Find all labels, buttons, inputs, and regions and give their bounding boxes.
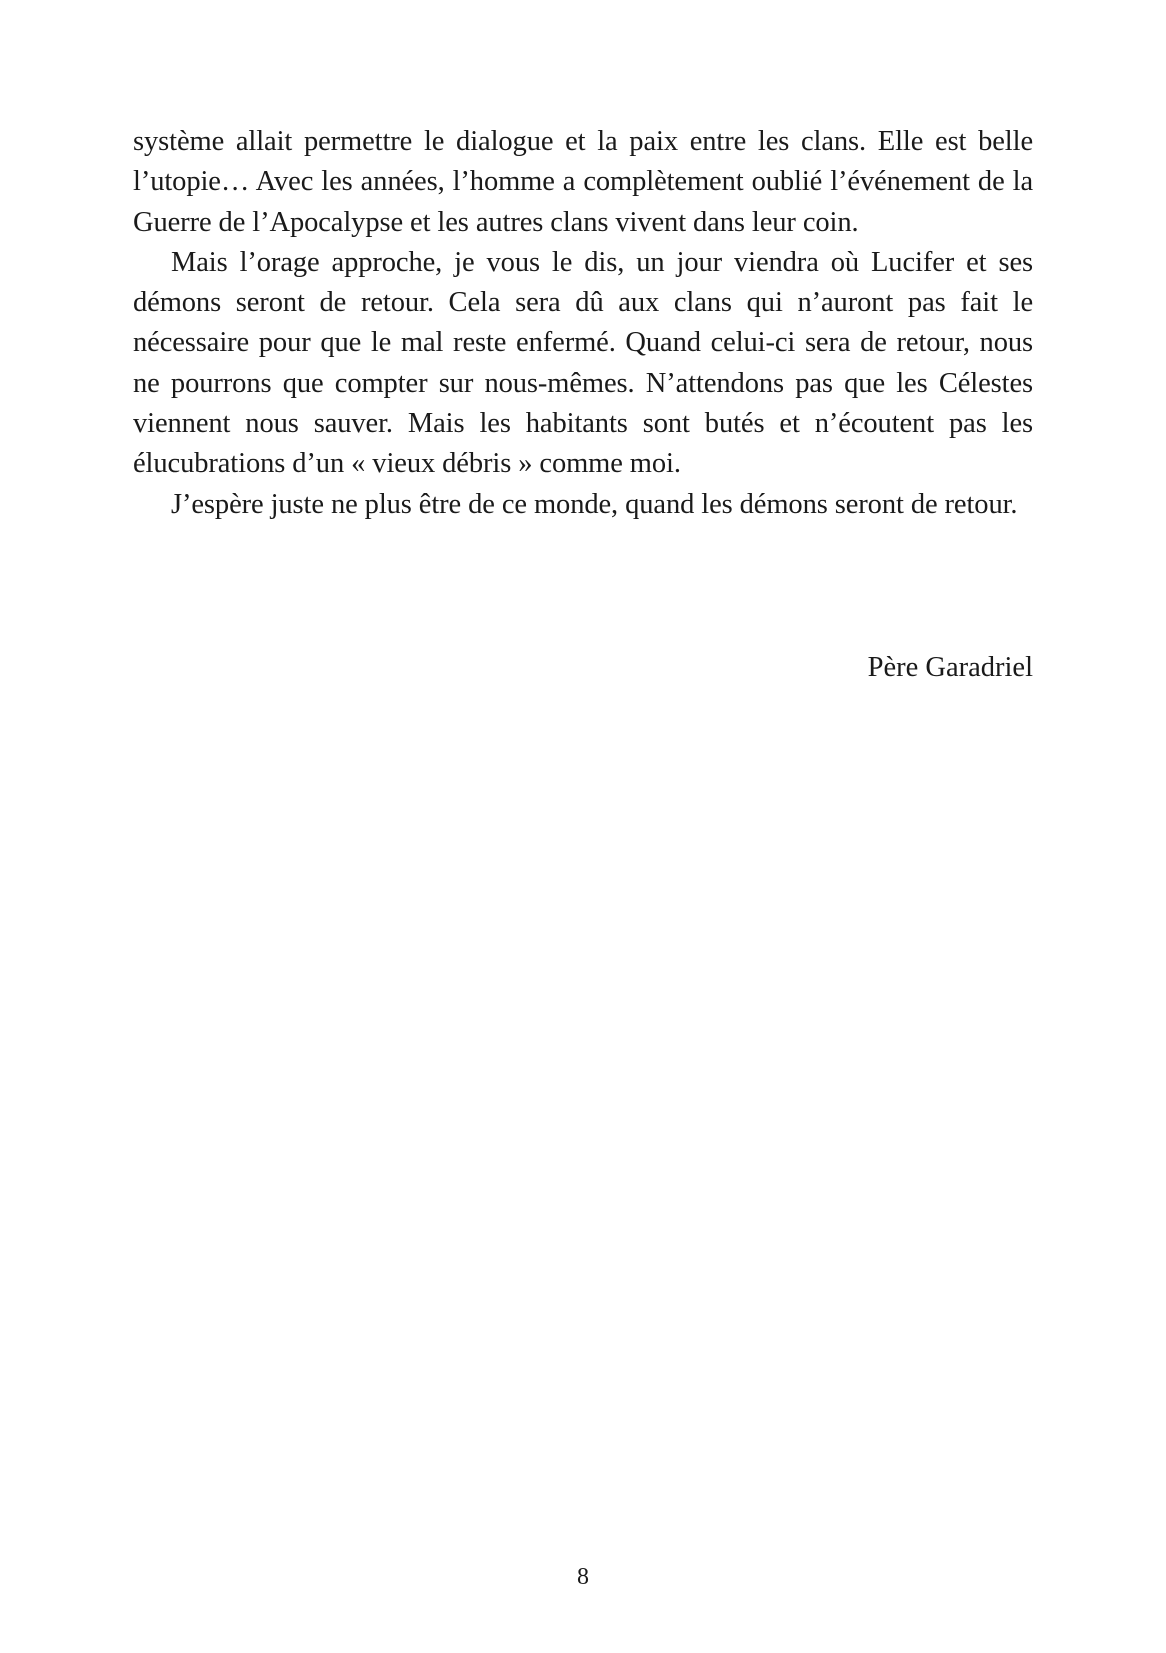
paragraph-final-wish: J’espère juste ne plus être de ce monde, quand les démons seront de retour. [171, 488, 1018, 520]
paragraph-storm-warning: Mais l’orage approche, je vous le dis, un jour viendra où Lucifer et ses démons seront de retour. Cela sera dû aux clans qui n’auront pas fait le nécessaire pour que le mal reste enfermé. Quand celui-ci sera de retour, nous ne pourrons que compter sur nous-mêmes. N’attendons pas que les Célestes viennent nous sauver. Mais les habitants sont butés et n’écoutent pas les élucubrations d’un « vieux débris » comme moi. [133, 246, 1033, 480]
page-number: 8 [577, 1564, 589, 1590]
author-signature: Père Garadriel [867, 652, 1033, 683]
body-text [133, 122, 1033, 525]
paragraph-continuation: système allait permettre le dialogue et la paix entre les clans. Elle est belle l’utopie… Avec les années, l’homme a complètement oublié l’événement de la Guerre de l’Apocalypse et les autres clans vivent dans leur coin. [133, 126, 1033, 238]
